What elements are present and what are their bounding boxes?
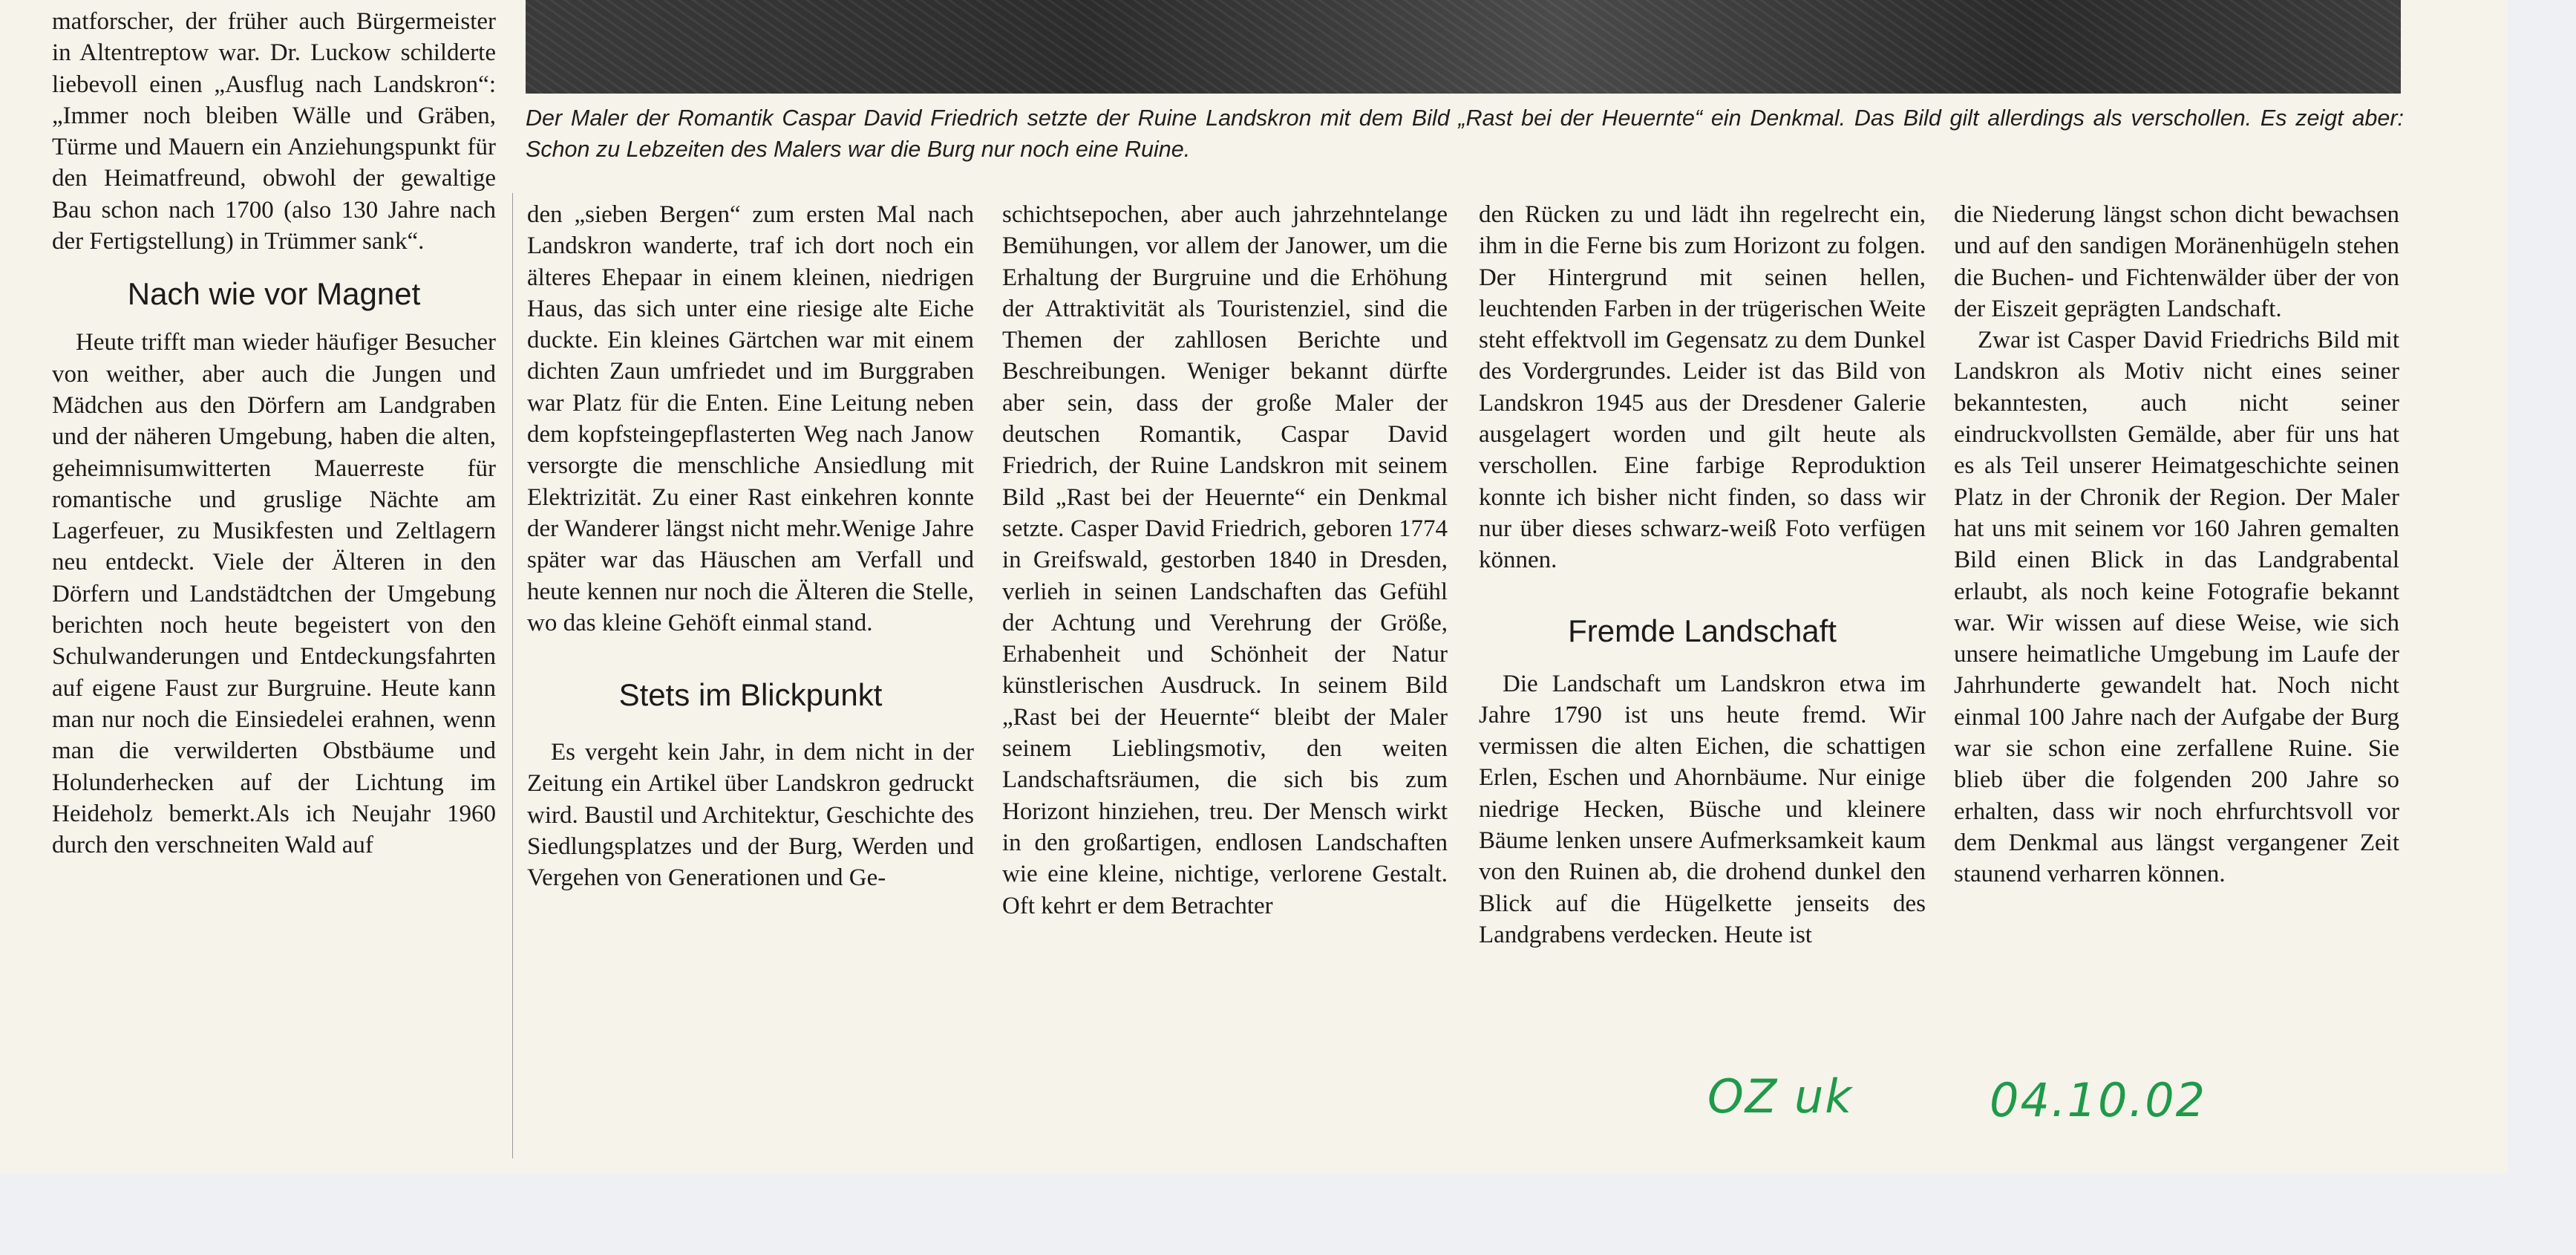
column-divider — [512, 193, 513, 1158]
article-column-1 — [52, 6, 496, 861]
paragraph: den „sieben Bergen“ zum ersten Mal nach Landskron wanderte, traf ich dort noch ein älteres Ehepaar in einem kleinen, niedrigen Haus, das sich unter eine riesige alte Eiche duckte. Ein kleines Gärtchen war mit einem dichten Zaun umfriedet und im Burggraben war Platz für die Enten. Eine Leitung neben dem kopfsteingepflasterten Weg nach Janow versorgte die menschliche Ansiedlung mit Elektrizität. Zu einer Rast einkehren konnte der Wanderer längst nicht mehr.Wenige Jahre später war das Häuschen am Verfall und heute kennen nur noch die Älteren die Stelle, wo das kleine Gehöft einmal stand. — [527, 201, 974, 636]
paragraph: Heute trifft man wieder häufiger Besucher von weither, aber auch die Jungen und Mädchen aus den Dörfern am Landgraben und der näheren Umgebung, haben die alten, geheimnisumwitterten Mauerreste für romantische und gruslige Nächte am Lagerfeuer, zu Musikfesten und Zeltlagern neu entdeckt. Viele der Älteren in den Dörfern und Landstädtchen der Umgebung berichten noch heute begeistert von den Schulwanderungen und Entdeckungsfahrten auf eigene Faust zur Burgruine. Heute kann man nur noch die Einsiedelei erahnen, wenn man die verwilderten Obstbäume und Holunderhecken auf der Lichtung im Heideholz bemerkt.Als ich Neujahr 1960 durch den verschneiten Wald auf — [52, 329, 496, 859]
paragraph: matforscher, der früher auch Bürgermeister in Altentreptow war. Dr. Luckow schilderte liebevoll einen „Ausflug nach Landskron“: „Immer noch bleiben Wälle und Gräben, Türme und Mauern ein Anziehungspunkt für den Heimatfreund, obwohl der gewaltige Bau schon nach 1700 (also 130 Jahre nach der Fertigstellung) in Trümmer sank“. — [52, 8, 496, 255]
handwritten-code: OZ uk — [1707, 1069, 1854, 1124]
paragraph: den Rücken zu und lädt ihn regelrecht ein, ihm in die Ferne bis zum Horizont zu folgen. Der Hintergrund mit seinen hellen, leuchtenden Farben in der trügerischen Weite steht effektvoll im Gegensatz zu dem Dunkel des Vordergrundes. Leider ist das Bild von Landskron 1945 aus der Dresdener Galerie ausgelagert worden und gilt heute als verschollen. Eine farbige Reproduktion konnte ich bisher nicht finden, so dass wir nur über dieses schwarz-weiß Foto verfügen können. — [1479, 201, 1926, 574]
section-heading: Fremde Landschaft — [1568, 613, 1837, 648]
article-column-4 — [1479, 199, 1926, 951]
photo-caption: Der Maler der Romantik Caspar David Friedrich setzte der Ruine Landskron mit dem Bild „Rast bei der Heuernte“ ein Denkmal. Das Bild gilt allerdings als verschollen. Es zeigt aber: Schon zu Lebzeiten des Malers war die Burg nur noch eine Ruine. — [526, 105, 2404, 162]
section-heading: Stets im Blickpunkt — [618, 677, 883, 713]
article-column-2 — [527, 199, 974, 894]
painting-photo — [526, 0, 2401, 94]
paragraph: schichtsepochen, aber auch jahrzehntelange Bemühungen, vor allem der Janower, um die Erhaltung der Burgruine und die Erhöhung der Attraktivität als Touristenziel, sind die Themen der zahllosen Berichte und Beschreibungen. Weniger bekannt dürfte aber sein, dass der große Maler der deutschen Romantik, Caspar David Friedrich, der Ruine Landskron mit seinem Bild „Rast bei der Heuernte“ ein Denkmal setzte. Casper David Friedrich, geboren 1774 in Greifswald, gestorben 1840 in Dresden, verlieh in seinen Landschaften das Gefühl der Achtung und Verehrung der Größe, Erhabenheit und Schönheit der Natur künstlerischen Ausdruck. In seinem Bild „Rast bei der Heuernte“ bleibt der Maler seinem Lieblingsmotiv, den weiten Landschaftsräumen, die sich bis zum Horizont hinziehen, treu. Der Mensch wirkt in den großartigen, endlosen Landschaften wie eine kleine, nichtige, verlorene Gestalt. Oft kehrt er dem Betrachter — [1002, 201, 1448, 919]
paragraph: Zwar ist Casper David Friedrichs Bild mit Landskron als Motiv nicht eines seiner bekanntesten, auch nicht seiner eindruckvollsten Gemälde, aber für uns hat es als Teil unserer Heimatgeschichte seinen Platz in der Chronik der Region. Der Maler hat uns mit seinem vor 160 Jahren gemalten Bild einen Blick in das Landgrabental erlaubt, als noch keine Fotografie bekannt war. Wir wissen auf diese Weise, wie sich unsere heimatliche Umgebung im Laufe der Jahrhunderte gewandelt hat. Noch nicht einmal 100 Jahre nach der Aufgabe der Burg war sie schon eine zerfallene Ruine. Sie blieb über die folgenden 200 Jahre so erhalten, dass wir noch ehrfurchtsvoll vor dem Denkmal aus längst vergangener Zeit staunend verharren können. — [1954, 327, 2399, 888]
paragraph: Es vergeht kein Jahr, in dem nicht in der Zeitung ein Artikel über Landskron gedruckt wird. Baustil und Architektur, Geschichte des Siedlungsplatzes und der Burg, Werden und Vergehen von Generationen und Ge- — [527, 739, 974, 892]
handwritten-date: 04.10.02 — [1990, 1073, 2207, 1127]
article-column-5 — [1954, 199, 2399, 890]
paragraph: Die Landschaft um Landskron etwa im Jahre 1790 ist uns heute fremd. Wir vermissen die alten Eichen, die schattigen Erlen, Eschen und Ahornbäume. Nur einige niedrige Hecken, Büsche und kleinere Bäume lenken unsere Aufmerksamkeit kaum von den Ruinen ab, die drohend dunkel den Blick auf die Hügelkette jenseits des Landgrabens verdecken. Heute ist — [1479, 670, 1926, 948]
section-heading: Nach wie vor Magnet — [127, 276, 421, 312]
paragraph: die Niederung längst schon dicht bewachsen und auf den sandigen Moränenhügeln stehen die Buchen- und Fichtenwälder über der von der Eiszeit geprägten Landschaft. — [1954, 201, 2399, 322]
article-column-3 — [1002, 199, 1448, 922]
